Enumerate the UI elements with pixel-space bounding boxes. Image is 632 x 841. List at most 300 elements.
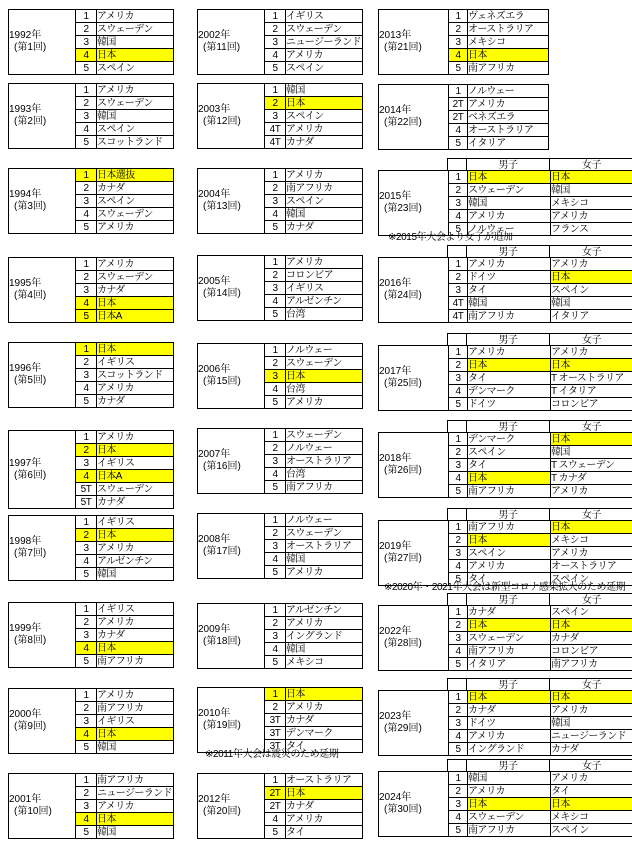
year-label: 2001年 bbox=[9, 794, 42, 805]
rank-cell: 3 bbox=[449, 372, 468, 385]
mens-country-cell: 日本 bbox=[468, 359, 551, 372]
edition-label: (第19回) bbox=[203, 720, 241, 731]
rank-cell: 2 bbox=[449, 271, 468, 284]
rank-cell: 1 bbox=[265, 10, 286, 23]
rank-cell: 4T bbox=[449, 297, 468, 310]
rank-cell: 5 bbox=[265, 308, 286, 321]
rank-cell: 3 bbox=[449, 717, 468, 730]
rank-cell: 3 bbox=[76, 284, 97, 297]
footnote: ※2011年大会は震災のため延期 bbox=[205, 749, 339, 760]
womens-country-cell: 韓国 bbox=[551, 184, 632, 197]
rank-cell: 3 bbox=[265, 195, 286, 208]
rank-cell: 2 bbox=[449, 184, 468, 197]
rank-cell: 1 bbox=[449, 521, 468, 534]
country-cell: アメリカ bbox=[286, 701, 363, 714]
rank-cell: 1 bbox=[265, 429, 286, 442]
mens-country-cell: 南アフリカ bbox=[468, 824, 551, 837]
mens-country-cell: スウェーデン bbox=[468, 811, 551, 824]
table-row bbox=[9, 516, 174, 529]
rank-cell: 3 bbox=[76, 542, 97, 555]
rank-cell: 4 bbox=[449, 645, 468, 658]
rank-cell: 5 bbox=[449, 573, 468, 586]
country-cell: 日本 bbox=[286, 370, 363, 383]
table-row bbox=[379, 346, 632, 359]
mens-country-cell: 韓国 bbox=[468, 772, 551, 785]
country-cell: カナダ bbox=[286, 714, 363, 727]
mens-country-cell: 日本 bbox=[468, 798, 551, 811]
rank-cell: 3 bbox=[265, 110, 286, 123]
country-cell: ノルウェー bbox=[286, 344, 363, 357]
rank-cell: 2 bbox=[265, 701, 286, 714]
year-results-table bbox=[378, 605, 632, 671]
mens-country-cell: 南アフリカ bbox=[468, 645, 551, 658]
year-label: 2010年 bbox=[198, 708, 231, 719]
mens-country-cell: 日本 bbox=[468, 171, 551, 184]
country-cell: アメリカ bbox=[97, 689, 174, 702]
year-cell bbox=[379, 85, 449, 150]
country-cell: カナダ bbox=[97, 284, 174, 297]
table-row bbox=[198, 604, 363, 617]
rank-cell: 2 bbox=[265, 527, 286, 540]
year-label: 2008年 bbox=[198, 534, 231, 545]
rank-cell: 5T bbox=[76, 483, 97, 496]
country-cell: スペイン bbox=[286, 195, 363, 208]
rank-cell: 2 bbox=[76, 444, 97, 457]
rank-cell: 2 bbox=[449, 619, 468, 632]
country-cell: スペイン bbox=[97, 123, 174, 136]
country-cell: アメリカ bbox=[286, 566, 363, 579]
rank-cell: 5 bbox=[265, 566, 286, 579]
country-cell: カナダ bbox=[286, 136, 363, 149]
rank-cell: 2 bbox=[76, 271, 97, 284]
rank-cell: 1 bbox=[76, 169, 97, 182]
country-cell: イングランド bbox=[286, 630, 363, 643]
mens-header-cell: 男子 bbox=[467, 159, 550, 172]
rank-cell: 3 bbox=[265, 540, 286, 553]
country-cell: メキシコ bbox=[286, 656, 363, 669]
rank-cell: 1 bbox=[76, 431, 97, 444]
rank-cell: 2 bbox=[265, 23, 286, 36]
year-results-table bbox=[8, 83, 174, 149]
country-cell: 日本A bbox=[97, 310, 174, 323]
rank-cell: 4 bbox=[265, 208, 286, 221]
year-label: 1996年 bbox=[9, 363, 42, 374]
rank-cell: 5 bbox=[76, 310, 97, 323]
year-results-table bbox=[197, 168, 363, 234]
year-cell bbox=[379, 772, 449, 837]
country-cell: アメリカ bbox=[286, 396, 363, 409]
table-row bbox=[379, 772, 632, 785]
year-label: 2006年 bbox=[198, 364, 231, 375]
rank-cell: 1 bbox=[265, 344, 286, 357]
year-label: 2009年 bbox=[198, 624, 231, 635]
country-cell: スコットランド bbox=[97, 369, 174, 382]
rank-cell: 3 bbox=[76, 715, 97, 728]
year-results-table bbox=[8, 773, 174, 839]
country-cell: アメリカ bbox=[286, 49, 363, 62]
rank-cell: 5 bbox=[76, 741, 97, 754]
table-row bbox=[9, 689, 174, 702]
edition-label: (第10回) bbox=[14, 806, 52, 817]
rank-cell: 4T bbox=[449, 310, 468, 323]
year-cell bbox=[198, 604, 265, 669]
country-cell: 南アフリカ bbox=[97, 774, 174, 787]
rank-cell: 4T bbox=[265, 123, 286, 136]
rank-cell: 5 bbox=[76, 655, 97, 668]
rank-cell: 4 bbox=[76, 123, 97, 136]
mens-country-cell: タイ bbox=[468, 573, 551, 586]
rank-cell: 1 bbox=[449, 346, 468, 359]
country-cell: 日本 bbox=[97, 529, 174, 542]
country-cell: スペイン bbox=[286, 62, 363, 75]
rank-cell: 2 bbox=[265, 442, 286, 455]
mens-country-cell: 日本 bbox=[468, 472, 551, 485]
womens-country-cell: アメリカ bbox=[551, 210, 632, 223]
womens-country-cell: オーストラリア bbox=[551, 560, 632, 573]
year-results-table bbox=[197, 513, 363, 579]
country-cell: 日本 bbox=[97, 813, 174, 826]
country-cell: アルゼンチン bbox=[286, 295, 363, 308]
rank-cell: 5 bbox=[449, 824, 468, 837]
year-cell bbox=[379, 171, 449, 236]
rank-cell: 5 bbox=[265, 656, 286, 669]
country-cell: アメリカ bbox=[468, 98, 549, 111]
footnote: ※2020年・2021年大会は新型コロナ感染拡大のため延期 bbox=[384, 582, 626, 593]
country-cell: 日本 bbox=[97, 642, 174, 655]
womens-country-cell: 日本 bbox=[551, 521, 632, 534]
rank-cell: 1 bbox=[265, 256, 286, 269]
table-row bbox=[379, 606, 632, 619]
womens-country-cell: アメリカ bbox=[551, 704, 632, 717]
country-cell: カナダ bbox=[97, 496, 174, 509]
edition-label: (第24回) bbox=[384, 290, 422, 301]
rank-cell: 5 bbox=[449, 398, 468, 411]
rank-cell: 2 bbox=[449, 23, 468, 36]
womens-country-cell: アメリカ bbox=[551, 258, 632, 271]
year-label: 2016年 bbox=[379, 278, 412, 289]
table-row bbox=[379, 691, 632, 704]
year-results-table bbox=[8, 688, 174, 754]
year-cell bbox=[379, 258, 449, 323]
mens-country-cell: アメリカ bbox=[468, 346, 551, 359]
year-results-table bbox=[8, 602, 174, 668]
rank-cell: 3 bbox=[449, 798, 468, 811]
rank-cell: 2 bbox=[449, 785, 468, 798]
rank-cell: 4 bbox=[265, 468, 286, 481]
country-cell: アメリカ bbox=[97, 542, 174, 555]
mens-country-cell: アメリカ bbox=[468, 258, 551, 271]
country-cell: オーストラリア bbox=[468, 23, 549, 36]
year-cell bbox=[9, 84, 76, 149]
rank-cell: 4 bbox=[76, 49, 97, 62]
year-cell bbox=[198, 774, 265, 839]
year-cell bbox=[198, 169, 265, 234]
mens-country-cell: タイ bbox=[468, 284, 551, 297]
rank-cell: 3 bbox=[265, 36, 286, 49]
edition-label: (第27回) bbox=[384, 553, 422, 564]
rank-cell: 5 bbox=[265, 62, 286, 75]
edition-label: (第25回) bbox=[384, 378, 422, 389]
table-row bbox=[379, 171, 632, 184]
rank-cell: 1 bbox=[265, 688, 286, 701]
edition-label: (第14回) bbox=[203, 288, 241, 299]
year-label: 2013年 bbox=[379, 30, 412, 41]
rank-cell: 3 bbox=[449, 632, 468, 645]
rank-cell: 5 bbox=[265, 826, 286, 839]
rank-cell: 3 bbox=[265, 282, 286, 295]
rank-cell: 2 bbox=[449, 359, 468, 372]
country-cell: 日本選抜 bbox=[97, 169, 174, 182]
country-cell: 南アフリカ bbox=[286, 481, 363, 494]
table-row bbox=[198, 84, 363, 97]
table-row bbox=[198, 774, 363, 787]
country-cell: 日本 bbox=[468, 49, 549, 62]
rank-cell: 3T bbox=[265, 727, 286, 740]
year-label: 2007年 bbox=[198, 449, 231, 460]
country-cell: スウェーデン bbox=[97, 97, 174, 110]
mens-country-cell: スペイン bbox=[468, 446, 551, 459]
edition-label: (第28回) bbox=[384, 638, 422, 649]
country-cell: ニュージーランド bbox=[286, 36, 361, 48]
womens-header-cell: 女子 bbox=[550, 246, 632, 259]
country-cell: ヴェネズエラ bbox=[468, 10, 549, 23]
rank-cell: 5 bbox=[76, 395, 97, 408]
country-cell: 日本 bbox=[97, 444, 174, 457]
womens-country-cell: 韓国 bbox=[551, 297, 632, 310]
table-row bbox=[9, 169, 174, 182]
year-results-table bbox=[197, 687, 363, 753]
country-cell: 台湾 bbox=[286, 308, 363, 321]
rank-cell: 4 bbox=[449, 730, 468, 743]
year-cell bbox=[379, 606, 449, 671]
womens-country-cell: 日本 bbox=[551, 171, 632, 184]
year-cell bbox=[9, 169, 76, 234]
country-cell: アメリカ bbox=[286, 256, 363, 269]
country-cell: イギリス bbox=[97, 715, 174, 728]
country-cell: オーストラリア bbox=[286, 774, 363, 787]
rank-cell: 3 bbox=[76, 110, 97, 123]
womens-country-cell: カナダ bbox=[551, 632, 632, 645]
edition-label: (第2回) bbox=[14, 116, 47, 127]
mens-header-cell: 男子 bbox=[467, 334, 550, 347]
womens-country-cell: アメリカ bbox=[551, 346, 632, 359]
womens-country-cell: 韓国 bbox=[551, 717, 632, 730]
rank-cell: 4 bbox=[265, 295, 286, 308]
country-cell: 韓国 bbox=[97, 741, 174, 754]
rank-cell: 2 bbox=[265, 617, 286, 630]
country-cell: カナダ bbox=[97, 395, 174, 408]
year-cell bbox=[198, 514, 265, 579]
year-cell bbox=[9, 774, 76, 839]
rank-cell: 1 bbox=[449, 85, 468, 98]
edition-label: (第11回) bbox=[203, 42, 241, 53]
rank-cell: 1 bbox=[76, 689, 97, 702]
year-label: 2002年 bbox=[198, 30, 231, 41]
mens-country-cell: イタリア bbox=[468, 658, 551, 671]
year-results-table bbox=[8, 430, 174, 509]
edition-label: (第21回) bbox=[384, 42, 422, 53]
rank-cell: 3 bbox=[449, 459, 468, 472]
year-cell bbox=[379, 433, 449, 498]
country-cell: イギリス bbox=[286, 10, 363, 23]
country-cell: 日本 bbox=[97, 297, 174, 310]
rank-cell: 4 bbox=[76, 728, 97, 741]
year-label: 2015年 bbox=[379, 191, 412, 202]
country-cell: 日本 bbox=[97, 343, 174, 356]
country-cell: ニュージーランド bbox=[97, 787, 172, 799]
womens-country-cell: コロンビア bbox=[551, 398, 632, 411]
rank-cell: 3T bbox=[265, 740, 286, 753]
rank-cell: 1 bbox=[265, 169, 286, 182]
womens-country-cell: T カナダ bbox=[551, 472, 632, 485]
country-cell: スウェーデン bbox=[286, 357, 363, 370]
year-label: 2014年 bbox=[379, 105, 412, 116]
edition-label: (第29回) bbox=[384, 723, 422, 734]
table-row bbox=[9, 10, 174, 23]
mens-country-cell: ドイツ bbox=[468, 717, 551, 730]
rank-cell: 1 bbox=[76, 258, 97, 271]
womens-country-cell: フランス bbox=[551, 223, 632, 236]
country-cell: イギリス bbox=[97, 356, 174, 369]
country-cell: 韓国 bbox=[97, 110, 174, 123]
edition-label: (第20回) bbox=[203, 806, 241, 817]
country-cell: アメリカ bbox=[286, 169, 363, 182]
womens-country-cell: T スウェーデン bbox=[551, 459, 632, 472]
mens-country-cell: スウェーデン bbox=[468, 184, 551, 197]
rank-cell: 2 bbox=[76, 182, 97, 195]
rank-cell: 1 bbox=[76, 774, 97, 787]
year-label: 1999年 bbox=[9, 623, 42, 634]
edition-label: (第9回) bbox=[14, 721, 47, 732]
womens-country-cell: アメリカ bbox=[551, 547, 632, 560]
rank-cell: 4 bbox=[449, 560, 468, 573]
country-cell: 日本 bbox=[97, 49, 174, 62]
country-cell: アメリカ bbox=[97, 616, 174, 629]
country-cell: 韓国 bbox=[286, 643, 363, 656]
country-cell: ノルウェー bbox=[468, 85, 549, 98]
rank-cell: 5T bbox=[76, 496, 97, 509]
womens-country-cell: 日本 bbox=[551, 619, 632, 632]
mens-country-cell: デンマーク bbox=[468, 385, 551, 398]
rank-cell: 4 bbox=[76, 470, 97, 483]
country-cell: 韓国 bbox=[286, 553, 363, 566]
country-cell: カナダ bbox=[286, 221, 363, 234]
year-results-table bbox=[378, 170, 632, 236]
year-label: 2022年 bbox=[379, 626, 412, 637]
rank-cell: 2T bbox=[265, 800, 286, 813]
country-cell: 日本 bbox=[286, 97, 363, 110]
mens-country-cell: 韓国 bbox=[468, 297, 551, 310]
country-cell: スウェーデン bbox=[286, 527, 363, 540]
country-cell: オーストラリア bbox=[286, 540, 363, 553]
womens-header-cell: 女子 bbox=[550, 594, 632, 607]
year-label: 1993年 bbox=[9, 104, 42, 115]
rank-cell: 3 bbox=[76, 629, 97, 642]
womens-country-cell: イタリア bbox=[551, 310, 632, 323]
womens-country-cell: スペイン bbox=[551, 573, 632, 586]
rank-cell: 1 bbox=[449, 433, 468, 446]
year-cell bbox=[198, 429, 265, 494]
rank-cell: 4 bbox=[76, 555, 97, 568]
mens-country-cell: カナダ bbox=[468, 704, 551, 717]
rank-cell: 3 bbox=[76, 36, 97, 49]
mens-country-cell: 南アフリカ bbox=[468, 485, 551, 498]
year-results-table bbox=[197, 9, 363, 75]
womens-country-cell: タイ bbox=[551, 785, 632, 798]
year-results-table bbox=[378, 345, 632, 411]
womens-country-cell: コロンビア bbox=[551, 645, 632, 658]
mens-header-cell: 男子 bbox=[467, 246, 550, 259]
country-cell: 南アフリカ bbox=[468, 62, 549, 75]
country-cell: デンマーク bbox=[286, 727, 363, 740]
rank-cell: 3 bbox=[76, 800, 97, 813]
country-cell: アメリカ bbox=[286, 123, 363, 136]
table-row bbox=[379, 10, 549, 23]
rank-cell: 3T bbox=[265, 714, 286, 727]
rank-cell: 4 bbox=[265, 643, 286, 656]
table-row bbox=[9, 603, 174, 616]
country-cell: スコットランド bbox=[97, 136, 174, 149]
rank-cell: 2 bbox=[265, 269, 286, 282]
womens-header-cell: 女子 bbox=[550, 760, 632, 773]
year-cell bbox=[9, 343, 76, 408]
rank-cell: 2 bbox=[76, 356, 97, 369]
table-row bbox=[9, 774, 174, 787]
rank-cell: 4 bbox=[76, 382, 97, 395]
womens-country-cell: メキシコ bbox=[551, 811, 632, 824]
rank-cell: 2 bbox=[265, 97, 286, 110]
table-row bbox=[379, 258, 632, 271]
country-cell: 南アフリカ bbox=[97, 655, 174, 668]
country-cell: 日本 bbox=[286, 688, 363, 701]
country-cell: 韓国 bbox=[286, 84, 363, 97]
rank-cell: 5 bbox=[449, 223, 468, 236]
country-cell: オーストラリア bbox=[468, 124, 549, 137]
rank-cell: 4 bbox=[265, 383, 286, 396]
country-cell: メキシコ bbox=[468, 36, 549, 49]
country-cell: 台湾 bbox=[286, 468, 363, 481]
edition-label: (第13回) bbox=[203, 201, 241, 212]
year-label: 1992年 bbox=[9, 30, 42, 41]
rank-cell: 3 bbox=[449, 547, 468, 560]
country-cell: 南アフリカ bbox=[286, 182, 363, 195]
mens-country-cell: アメリカ bbox=[468, 785, 551, 798]
rank-cell: 5 bbox=[76, 221, 97, 234]
rank-cell: 5 bbox=[449, 485, 468, 498]
rank-cell: 2 bbox=[76, 787, 97, 800]
edition-label: (第12回) bbox=[203, 116, 241, 127]
country-cell: カナダ bbox=[97, 629, 174, 642]
mens-country-cell: タイ bbox=[468, 372, 551, 385]
edition-label: (第15回) bbox=[203, 376, 241, 387]
rank-cell: 3 bbox=[76, 369, 97, 382]
mens-header-cell: 男子 bbox=[467, 509, 550, 522]
rank-cell: 1 bbox=[76, 516, 97, 529]
country-cell: スペイン bbox=[97, 195, 174, 208]
country-cell: 韓国 bbox=[286, 208, 363, 221]
rank-cell: 5 bbox=[76, 568, 97, 581]
country-cell: コロンビア bbox=[286, 269, 363, 282]
rank-cell: 1 bbox=[449, 772, 468, 785]
year-results-table bbox=[378, 771, 632, 837]
edition-label: (第5回) bbox=[14, 375, 47, 386]
rank-cell: 1 bbox=[76, 84, 97, 97]
womens-country-cell: ニュージーランド bbox=[551, 730, 632, 743]
table-row bbox=[198, 256, 363, 269]
country-cell: スペイン bbox=[97, 62, 174, 75]
country-cell: アルゼンチン bbox=[97, 555, 174, 568]
year-label: 2004年 bbox=[198, 189, 231, 200]
